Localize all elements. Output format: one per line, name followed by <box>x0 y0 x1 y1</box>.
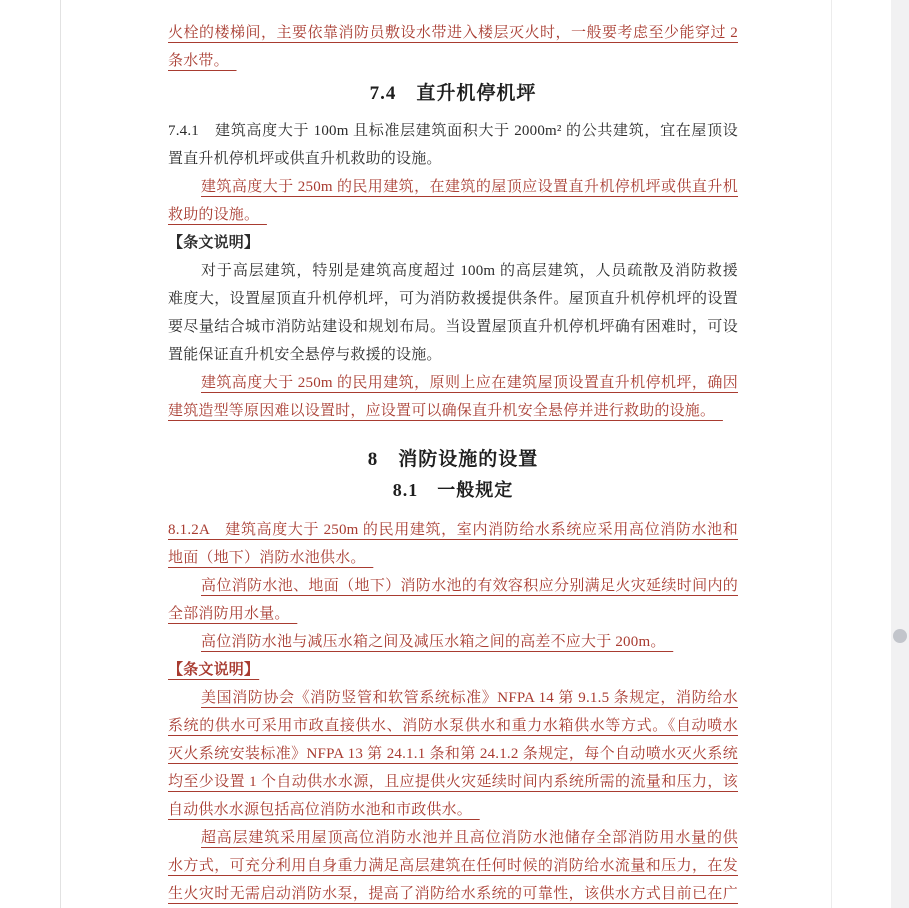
subsection-heading: 8.1 一般规定 <box>392 480 514 500</box>
text-line: 难度大，设置屋顶直升机停机坪，可为消防救援提供条件。屋顶直升机停机坪的设置 <box>168 291 738 307</box>
text-line: 水方式，可充分利用自身重力满足高层建筑在任何时候的消防给水流量和压力，在发 <box>168 858 738 874</box>
page-left-edge <box>60 0 61 908</box>
text-line: 置能保证直升机安全悬停与救援的设施。 <box>168 347 442 363</box>
text-line: 救助的设施。 <box>168 207 267 223</box>
text-line: 全部消防用水量。 <box>168 606 298 622</box>
text-line: 系统的供水可采用市政直接供水、消防水泵供水和重力水箱供水等方式。《自动喷水 <box>168 718 738 734</box>
chapter-heading: 8 消防设施的设置 <box>367 449 539 470</box>
text-line: 高位消防水池、地面（地下）消防水池的有效容积应分别满足火灾延续时间内的 <box>201 578 738 594</box>
text-line: 超高层建筑采用屋顶高位消防水池并且高位消防水池储存全部消防用水量的供 <box>201 830 738 846</box>
page-right-edge <box>831 0 832 908</box>
scrollbar-thumb[interactable] <box>893 629 907 643</box>
text-line: 条水带。 <box>168 53 237 69</box>
document-content <box>168 0 738 908</box>
text-line: 地面（地下）消防水池供水。 <box>168 550 374 566</box>
text-line: 均至少设置 1 个自动供水水源，且应提供火灾延续时间内系统所需的流量和压力，该 <box>168 774 738 790</box>
text-line: 灭火系统安装标准》NFPA 13 第 24.1.1 条和第 24.1.2 条规定，每个自动喷水灭火系统 <box>168 746 738 762</box>
text-line: 生火灾时无需启动消防水泵，提高了消防给水系统的可靠性，该供水方式目前已在广 <box>168 886 738 902</box>
text-line: 8.1.2A 建筑高度大于 250m 的民用建筑，室内消防给水系统应采用高位消防水池和 <box>168 522 738 538</box>
text-line: 【条文说明】 <box>168 235 260 251</box>
scrollbar-track[interactable] <box>891 0 909 908</box>
text-line: 建筑高度大于 250m 的民用建筑，在建筑的屋顶应设置直升机停机坪或供直升机 <box>201 179 738 195</box>
text-line: 建筑高度大于 250m 的民用建筑，原则上应在建筑屋顶设置直升机停机坪，确因 <box>201 375 738 391</box>
text-line: 置直升机停机坪或供直升机救助的设施。 <box>168 151 442 167</box>
text-line: 建筑造型等原因难以设置时，应设置可以确保直升机安全悬停并进行救助的设施。 <box>168 403 723 419</box>
text-line: 要尽量结合城市消防站建设和规划布局。当设置屋顶直升机停机坪确有困难时，可设 <box>168 319 738 335</box>
text-line: 美国消防协会《消防竖管和软管系统标准》NFPA 14 第 9.1.5 条规定，消防给水 <box>201 690 738 706</box>
section-heading: 7.4 直升机停机坪 <box>369 83 537 104</box>
text-line: 对于高层建筑，特别是建筑高度超过 100m 的高层建筑，人员疏散及消防救援 <box>201 263 738 279</box>
text-line: 高位消防水池与减压水箱之间及减压水箱之间的高差不应大于 200m。 <box>201 634 674 650</box>
text-line: 自动供水水源包括高位消防水池和市政供水。 <box>168 802 480 818</box>
text-line: 【条文说明】 <box>168 662 260 678</box>
text-line: 火栓的楼梯间，主要依靠消防员敷设水带进入楼层灭火时，一般要考虑至少能穿过 2 <box>168 25 738 41</box>
text-line: 7.4.1 建筑高度大于 100m 且标准层建筑面积大于 2000m² 的公共建筑，宜在屋顶设 <box>168 123 738 139</box>
